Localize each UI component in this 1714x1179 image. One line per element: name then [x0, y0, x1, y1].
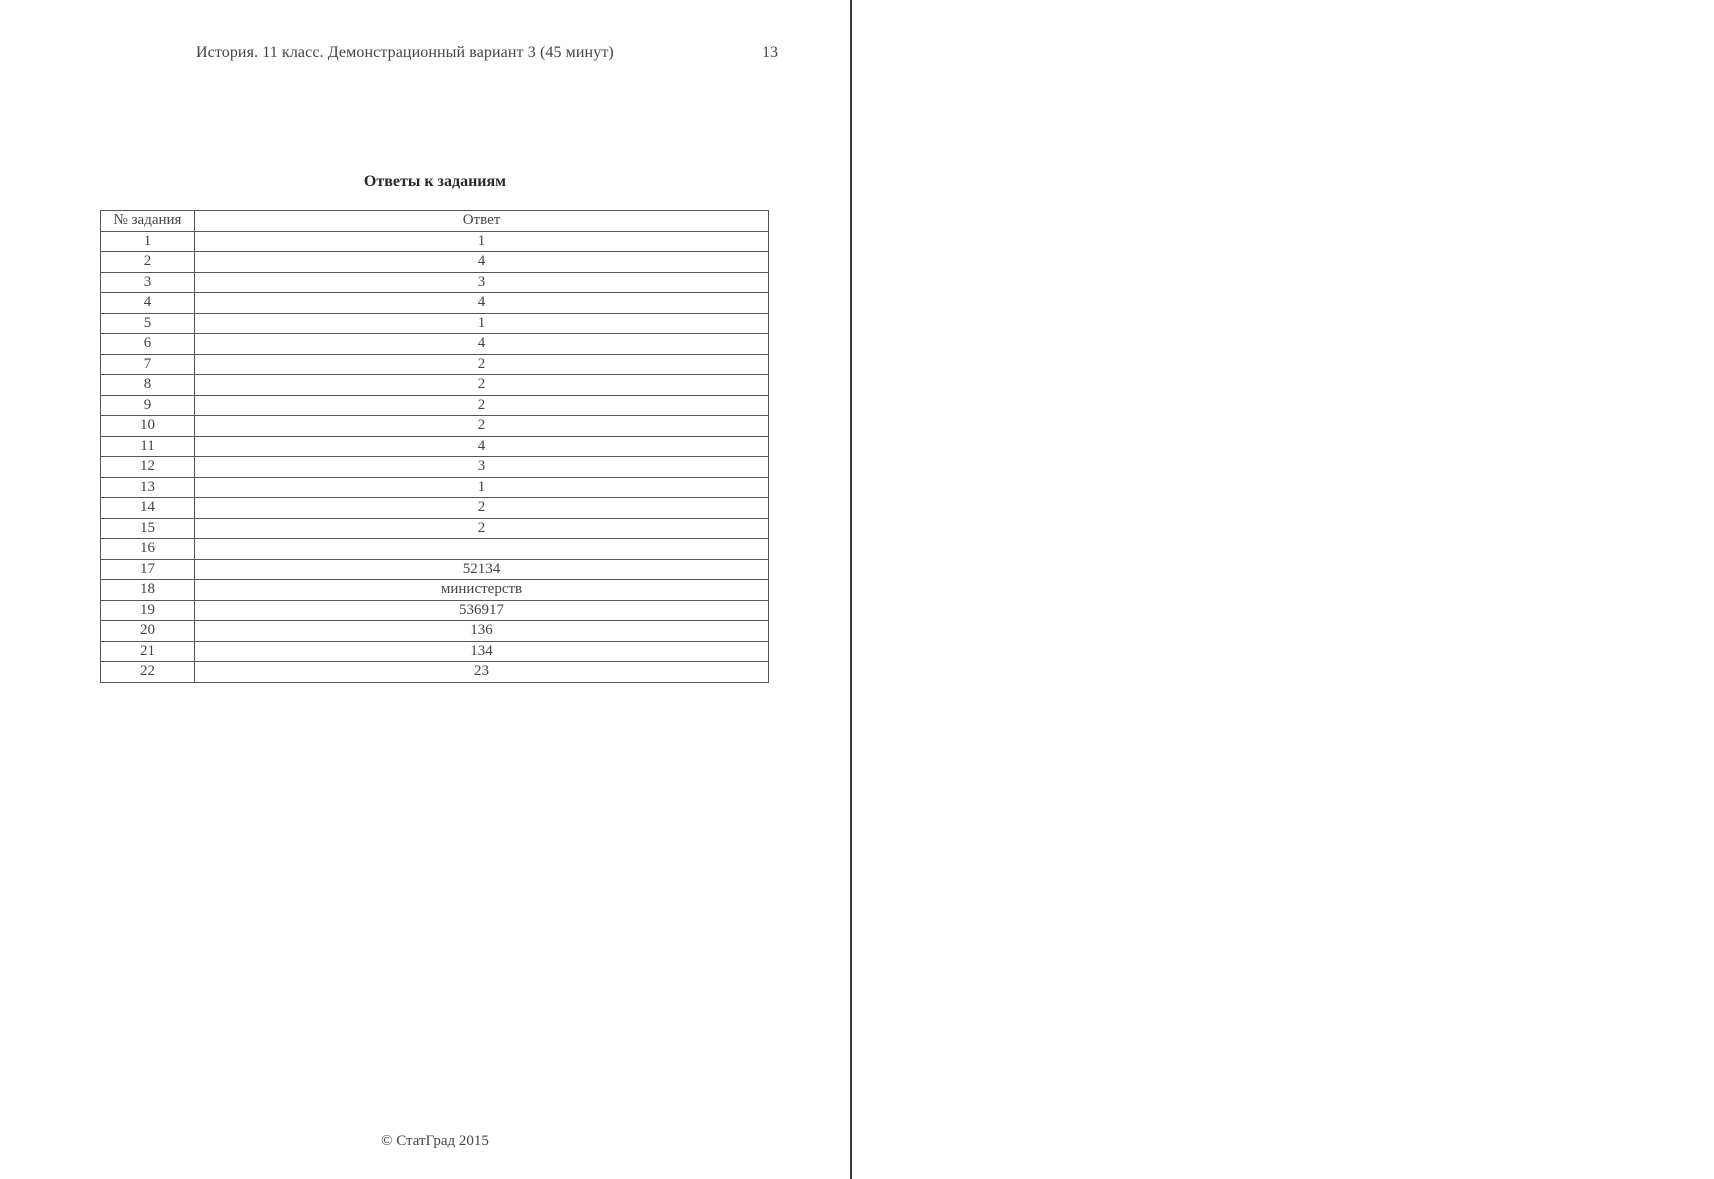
table-header-row — [101, 211, 769, 232]
answer-cell: министерств — [195, 580, 769, 601]
task-number-cell: 18 — [101, 580, 195, 601]
task-number-cell: 8 — [101, 375, 195, 396]
task-number-cell: 22 — [101, 662, 195, 683]
answer-cell: 2 — [195, 498, 769, 519]
table-row — [101, 457, 769, 478]
table-row — [101, 375, 769, 396]
task-number-cell: 7 — [101, 354, 195, 375]
table-row — [101, 641, 769, 662]
answer-cell — [195, 539, 769, 560]
answer-cell: 2 — [195, 375, 769, 396]
table-row — [101, 416, 769, 437]
table-row — [101, 600, 769, 621]
column-header-task-number: № задания — [101, 211, 195, 232]
section-title: Ответы к заданиям — [363, 173, 507, 190]
table-row — [101, 231, 769, 252]
answer-cell: 4 — [195, 334, 769, 355]
blank-page — [852, 0, 1714, 1179]
answer-cell: 136 — [195, 621, 769, 642]
table-row — [101, 477, 769, 498]
task-number-cell: 13 — [101, 477, 195, 498]
answer-cell: 2 — [195, 518, 769, 539]
table-row — [101, 354, 769, 375]
table-row — [101, 498, 769, 519]
answer-cell: 1 — [195, 477, 769, 498]
task-number-cell: 1 — [101, 231, 195, 252]
answer-cell: 536917 — [195, 600, 769, 621]
table-row — [101, 559, 769, 580]
answer-cell: 3 — [195, 272, 769, 293]
answer-cell: 2 — [195, 416, 769, 437]
answer-cell: 4 — [195, 436, 769, 457]
task-number-cell: 19 — [101, 600, 195, 621]
copyright-footer: © СтатГрад 2015 — [381, 1133, 489, 1149]
page-number: 13 — [762, 44, 778, 61]
task-number-cell: 4 — [101, 293, 195, 314]
task-number-cell: 14 — [101, 498, 195, 519]
table-row — [101, 313, 769, 334]
answers-table — [100, 210, 769, 683]
table-row — [101, 252, 769, 273]
answer-cell: 1 — [195, 313, 769, 334]
task-number-cell: 17 — [101, 559, 195, 580]
table-row — [101, 621, 769, 642]
table-row — [101, 539, 769, 560]
answer-cell: 4 — [195, 293, 769, 314]
answer-cell: 134 — [195, 641, 769, 662]
table-row — [101, 662, 769, 683]
answer-cell: 52134 — [195, 559, 769, 580]
task-number-cell: 11 — [101, 436, 195, 457]
answers-table-body — [101, 231, 769, 682]
task-number-cell: 16 — [101, 539, 195, 560]
task-number-cell: 20 — [101, 621, 195, 642]
table-row — [101, 518, 769, 539]
answer-cell: 1 — [195, 231, 769, 252]
table-row — [101, 334, 769, 355]
table-row — [101, 436, 769, 457]
column-header-answer: Ответ — [195, 211, 769, 232]
task-number-cell: 21 — [101, 641, 195, 662]
table-row — [101, 395, 769, 416]
task-number-cell: 2 — [101, 252, 195, 273]
running-header: История. 11 класс. Демонстрационный вариант 3 (45 минут) — [196, 44, 614, 61]
answer-cell: 4 — [195, 252, 769, 273]
answer-cell: 3 — [195, 457, 769, 478]
table-row — [101, 293, 769, 314]
table-row — [101, 272, 769, 293]
document-page — [0, 0, 850, 1179]
task-number-cell: 5 — [101, 313, 195, 334]
table-row — [101, 580, 769, 601]
task-number-cell: 12 — [101, 457, 195, 478]
task-number-cell: 10 — [101, 416, 195, 437]
task-number-cell: 3 — [101, 272, 195, 293]
task-number-cell: 15 — [101, 518, 195, 539]
answer-cell: 23 — [195, 662, 769, 683]
answer-cell: 2 — [195, 354, 769, 375]
answer-cell: 2 — [195, 395, 769, 416]
task-number-cell: 9 — [101, 395, 195, 416]
task-number-cell: 6 — [101, 334, 195, 355]
